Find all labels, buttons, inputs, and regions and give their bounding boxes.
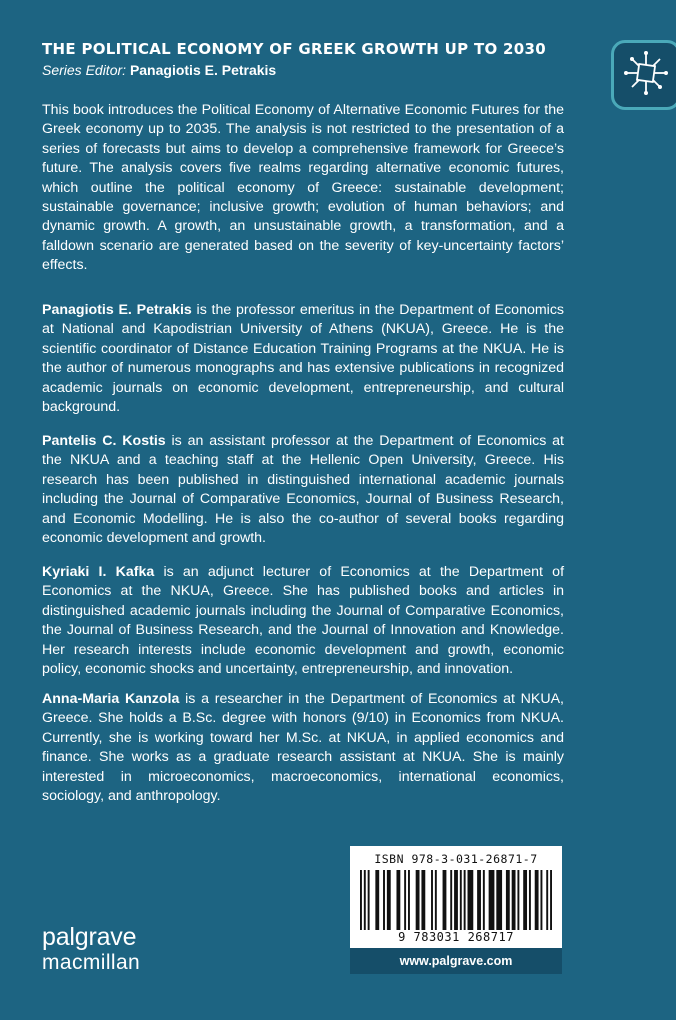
publisher-website: www.palgrave.com bbox=[350, 948, 562, 974]
barcode-bar bbox=[387, 870, 391, 930]
barcode-bar bbox=[454, 870, 458, 930]
barcode-bar bbox=[421, 870, 425, 930]
book-description: This book introduces the Political Economy of Alternative Economic Futures for the Greek economy up to 2035. The analysis is not restricted to the presentation of a series of forecasts but aims to develop a comprehensive framework for Greece’s future. The analysis covers five realms regarding alternative economic futures, which outline the political economy of Greece: sustainable development; sustainable governance; inclusive growth; evolution of human behaviors; and dynamic growth. A growth, an unsustainable growth, a transformation, and a falldown scenario are generated based on the severity of key-uncertainty factors’ effects. bbox=[42, 102, 564, 274]
barcode-bar bbox=[360, 870, 362, 930]
barcode-bar bbox=[529, 870, 531, 930]
barcode-bar bbox=[523, 870, 527, 930]
author-bio bbox=[42, 432, 564, 548]
barcode-bar bbox=[431, 870, 433, 930]
barcode-bar bbox=[483, 870, 485, 930]
barcode-bar bbox=[464, 870, 466, 930]
barcode-bar bbox=[546, 870, 548, 930]
author-name: Pantelis C. Kostis bbox=[42, 433, 166, 449]
barcode-bar bbox=[540, 870, 542, 930]
barcode-bar bbox=[506, 870, 510, 930]
barcode-bar bbox=[477, 870, 481, 930]
barcode-bar bbox=[468, 870, 474, 930]
author-bio bbox=[42, 690, 564, 806]
barcode-bar bbox=[450, 870, 452, 930]
author-name: Kyriaki I. Kafka bbox=[42, 564, 155, 580]
barcode-bar bbox=[375, 870, 379, 930]
author-name: Anna-Maria Kanzola bbox=[42, 691, 180, 707]
barcode-bar bbox=[404, 870, 406, 930]
isbn-digits: 9 783031 268717 bbox=[398, 930, 514, 944]
barcode-bar bbox=[396, 870, 400, 930]
author-bio bbox=[42, 301, 564, 417]
author-bio-text: is an adjunct lecturer of Economics at the Department of Economics at the NKUA, Greece. She has published books and articles in distinguished academic journals including the Journal of Comparative Economics, the Journal of Business Research, and the Journal of Innovation and Knowledge. Her research interests include economic development and growth, economic policy, economic shocks and uncertainty, entrepreneurship, and innovation. bbox=[42, 564, 565, 678]
barcode-bar bbox=[489, 870, 495, 930]
barcode-bar bbox=[496, 870, 502, 930]
barcode-bar bbox=[416, 870, 420, 930]
barcode-bar bbox=[383, 870, 385, 930]
barcode-bar bbox=[535, 870, 539, 930]
author-name: Panagiotis E. Petrakis bbox=[42, 302, 192, 318]
barcode-bar bbox=[408, 870, 410, 930]
author-bio-text: is an assistant professor at the Department of Economics at the NKUA and a teaching staff at the Hellenic Open University, Greece. His research has been published in distinguished international academic journals including the Journal of Comparative Economics, Journal of Business Research, and Economic Modelling. He is also the co-author of several books regarding economic development and growth. bbox=[42, 433, 564, 547]
series-editor-name: Panagiotis E. Petrakis bbox=[129, 62, 277, 78]
isbn-label: ISBN 978-3-031-26871-7 bbox=[374, 852, 538, 866]
publisher-imprint: macmillan bbox=[42, 951, 141, 974]
barcode bbox=[360, 870, 552, 930]
barcode-bar bbox=[443, 870, 447, 930]
barcode-bar bbox=[460, 870, 462, 930]
series-editor bbox=[42, 62, 276, 78]
barcode-bar bbox=[368, 870, 370, 930]
barcode-bar bbox=[364, 870, 366, 930]
author-bio-text: is a researcher in the Department of Economics at NKUA, Greece. She holds a B.Sc. degree with honors (9/10) in Economics from NKUA. Currently, she is working toward her M.Sc. at NKUA, in applied economics and finance. She works as a graduate research assistant at NKUA. She is mainly interested in microeconomics, macroeconomics, international economics, sociology, and anthropology. bbox=[42, 691, 564, 805]
series-editor-label: Series Editor: bbox=[42, 62, 127, 78]
barcode-box bbox=[350, 846, 562, 948]
series-title: THE POLITICAL ECONOMY OF GREEK GROWTH UP TO 2030 bbox=[42, 40, 547, 58]
barcode-bar bbox=[550, 870, 552, 930]
palgrave-logo-badge bbox=[611, 40, 676, 110]
barcode-bar bbox=[512, 870, 516, 930]
barcode-bar bbox=[517, 870, 519, 930]
publisher-name: palgrave bbox=[42, 923, 137, 951]
author-bio bbox=[42, 563, 564, 679]
author-bio-text: is the professor emeritus in the Department of Economics at National and Kapodistrian University of Athens (NKUA), Greece. He is the scientific coordinator of Distance Education Training Programs at the NKUA. He is the author of numerous monographs and has extensive publications in recognized academic journals on economic development, entrepreneurship, and cultural background. bbox=[42, 302, 565, 416]
barcode-bar bbox=[435, 870, 437, 930]
palgrave-star-icon bbox=[624, 51, 668, 100]
